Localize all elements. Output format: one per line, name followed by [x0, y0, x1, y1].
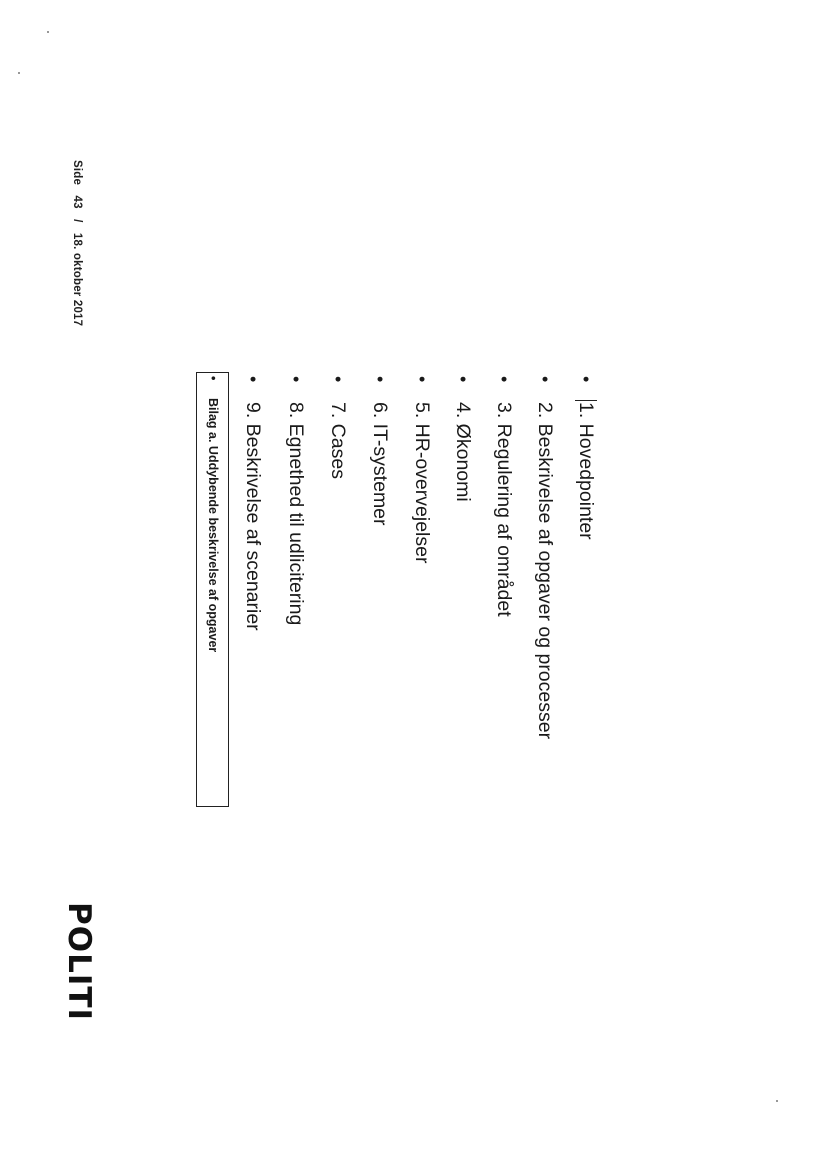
bullet-icon: •	[243, 376, 263, 383]
agenda-item-label: 8. Egnethed til udlicitering	[285, 402, 307, 626]
scan-speck	[18, 72, 20, 74]
bullet-icon: •	[494, 376, 514, 383]
bullet-icon: •	[206, 376, 220, 381]
agenda-item-label: 4. Økonomi	[452, 402, 474, 502]
highlighted-item	[206, 376, 220, 652]
agenda-item-label: 3. Regulering af området	[493, 402, 515, 617]
page-meta	[71, 160, 83, 333]
agenda-item-7	[328, 376, 348, 479]
agenda-item-label: 1. Hovedpointer	[575, 402, 597, 540]
highlighted-item-label: Bilag a. Uddybende beskrivelse af opgaver	[206, 398, 220, 653]
agenda-item-5	[412, 376, 432, 563]
bullet-icon: •	[535, 376, 555, 383]
separator: /	[71, 219, 83, 223]
politi-logo: POLITI	[61, 902, 97, 1022]
agenda-item-6	[370, 376, 390, 526]
agenda-item-label: 6. IT-systemer	[369, 402, 391, 526]
agenda-item-4	[453, 376, 473, 502]
bullet-icon: •	[576, 376, 596, 383]
agenda-item-label: 9. Beskrivelse af scenarier	[242, 402, 264, 631]
scan-speck	[47, 31, 49, 33]
bullet-icon: •	[328, 376, 348, 383]
agenda-item-label: 7. Cases	[327, 402, 349, 479]
agenda-item-3	[494, 376, 514, 617]
scan-speck	[776, 1100, 778, 1102]
bullet-icon: •	[412, 376, 432, 383]
agenda-item-8	[286, 376, 306, 625]
page-number: 43	[71, 195, 83, 209]
agenda-item-label: 5. HR-overvejelser	[411, 402, 433, 564]
page-date: 18. oktober 2017	[71, 232, 83, 327]
agenda-item-9	[243, 376, 263, 631]
agenda-item-2	[535, 376, 555, 739]
side-label: Side	[71, 160, 83, 186]
agenda-item-label: 2. Beskrivelse af opgaver og processer	[534, 402, 556, 740]
bullet-icon: •	[453, 376, 473, 383]
bullet-icon: •	[370, 376, 390, 383]
bullet-icon: •	[286, 376, 306, 383]
agenda-item-1	[576, 376, 596, 540]
